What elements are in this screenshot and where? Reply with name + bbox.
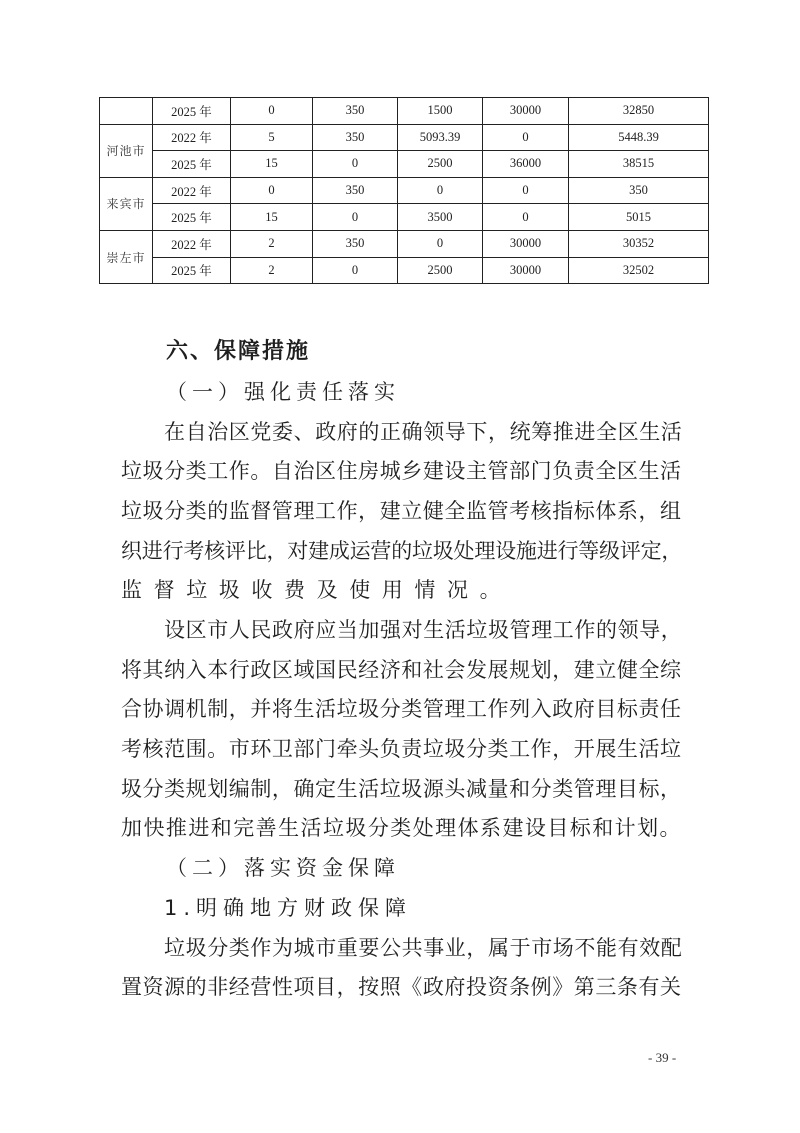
value-cell: 0 bbox=[313, 204, 398, 231]
year-cell: 2022 年 bbox=[153, 124, 231, 151]
paragraph-line: 织进行考核评比，对建成运营的垃圾处理设施进行等级评定， bbox=[121, 539, 683, 563]
total-cell: 5448.39 bbox=[569, 124, 709, 151]
year-cell: 2025 年 bbox=[153, 98, 231, 125]
value-cell: 2 bbox=[231, 257, 313, 284]
value-cell: 0 bbox=[483, 177, 569, 204]
year-cell: 2022 年 bbox=[153, 230, 231, 257]
value-cell: 30000 bbox=[483, 98, 569, 125]
paragraph-line: 在自治区党委、政府的正确领导下，统筹推进全区生活 bbox=[164, 420, 683, 444]
paragraph-line: 置资源的非经营性项目，按照《政府投资条例》第三条有关 bbox=[121, 975, 682, 999]
total-cell: 32850 bbox=[569, 98, 709, 125]
paragraph-line: 圾分类规划编制，确定生活垃圾源头减量和分类管理目标， bbox=[121, 777, 682, 801]
paragraph-line: 垃圾分类工作。自治区住房城乡建设主管部门负责全区生活 bbox=[121, 459, 682, 483]
value-cell: 350 bbox=[313, 124, 398, 151]
paragraph-line: 考核范围。市环卫部门牵头负责垃圾分类工作，开展生活垃 bbox=[121, 737, 682, 761]
value-cell: 1500 bbox=[398, 98, 483, 125]
year-cell: 2025 年 bbox=[153, 151, 231, 178]
value-cell: 5 bbox=[231, 124, 313, 151]
value-cell: 0 bbox=[398, 177, 483, 204]
table-row bbox=[100, 98, 709, 125]
value-cell: 5093.39 bbox=[398, 124, 483, 151]
value-cell: 2 bbox=[231, 230, 313, 257]
city-cell: 崇左市 bbox=[100, 230, 153, 283]
value-cell: 3500 bbox=[398, 204, 483, 231]
investment-table bbox=[99, 97, 709, 284]
total-cell: 30352 bbox=[569, 230, 709, 257]
total-cell: 350 bbox=[569, 177, 709, 204]
paragraph-line: 垃圾分类作为城市重要公共事业，属于市场不能有效配 bbox=[164, 936, 683, 960]
value-cell: 36000 bbox=[483, 151, 569, 178]
value-cell: 2500 bbox=[398, 151, 483, 178]
total-cell: 5015 bbox=[569, 204, 709, 231]
city-cell: 河池市 bbox=[100, 124, 153, 177]
paragraph-line: 设区市人民政府应当加强对生活垃圾管理工作的领导， bbox=[164, 618, 683, 642]
value-cell: 0 bbox=[483, 204, 569, 231]
value-cell: 0 bbox=[398, 230, 483, 257]
subsection-heading: （二）落实资金保障 bbox=[166, 856, 400, 880]
value-cell: 30000 bbox=[483, 257, 569, 284]
value-cell: 30000 bbox=[483, 230, 569, 257]
city-cell: 来宾市 bbox=[100, 177, 153, 230]
value-cell: 0 bbox=[231, 177, 313, 204]
city-cell bbox=[100, 98, 153, 125]
value-cell: 15 bbox=[231, 151, 313, 178]
table-row bbox=[100, 230, 709, 257]
subsection-heading: （一）强化责任落实 bbox=[166, 380, 400, 404]
year-cell: 2025 年 bbox=[153, 257, 231, 284]
value-cell: 350 bbox=[313, 230, 398, 257]
page-number: - 39 - bbox=[648, 1050, 677, 1065]
total-cell: 32502 bbox=[569, 257, 709, 284]
table-row bbox=[100, 177, 709, 204]
value-cell: 2500 bbox=[398, 257, 483, 284]
value-cell: 0 bbox=[313, 151, 398, 178]
table-row bbox=[100, 257, 709, 284]
value-cell: 15 bbox=[231, 204, 313, 231]
section-heading: 六、保障措施 bbox=[166, 339, 311, 364]
paragraph-line: 垃圾分类的监督管理工作，建立健全监管考核指标体系，组 bbox=[121, 499, 682, 523]
value-cell: 0 bbox=[313, 257, 398, 284]
table-row bbox=[100, 204, 709, 231]
paragraph-line: 合协调机制，并将生活垃圾分类管理工作列入政府目标责任 bbox=[121, 697, 682, 721]
value-cell: 0 bbox=[483, 124, 569, 151]
year-cell: 2022 年 bbox=[153, 177, 231, 204]
item-heading: 1.明确地方财政保障 bbox=[164, 896, 413, 920]
value-cell: 350 bbox=[313, 98, 398, 125]
table-row bbox=[100, 124, 709, 151]
paragraph-line: 加快推进和完善生活垃圾分类处理体系建设目标和计划。 bbox=[121, 816, 682, 840]
total-cell: 38515 bbox=[569, 151, 709, 178]
value-cell: 0 bbox=[231, 98, 313, 125]
year-cell: 2025 年 bbox=[153, 204, 231, 231]
table-row bbox=[100, 151, 709, 178]
paragraph-line: 将其纳入本行政区域国民经济和社会发展规划，建立健全综 bbox=[121, 658, 682, 682]
value-cell: 350 bbox=[313, 177, 398, 204]
paragraph-line: 监督垃圾收费及使用情况。 bbox=[121, 578, 513, 602]
